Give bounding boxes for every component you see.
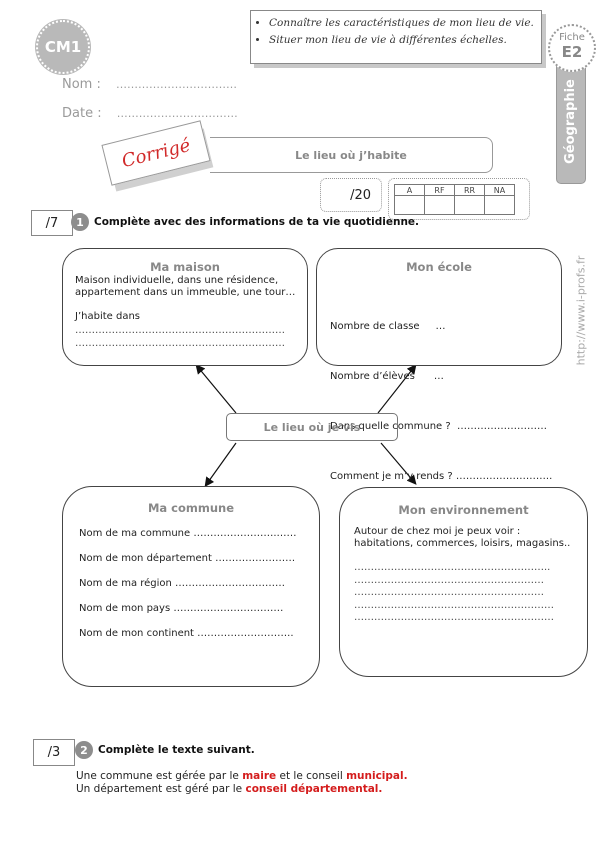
corrige-stamp-text: Corrigé	[119, 134, 193, 172]
answer-line[interactable]: …………………………………………………..	[354, 562, 551, 573]
subject-tab-label: Géographie	[562, 78, 578, 164]
answer-line[interactable]: ………………………………………………………	[75, 337, 285, 349]
center-node: Le lieu où je vis	[226, 413, 398, 441]
box-title: Ma maison	[150, 260, 220, 274]
answer-line[interactable]: ……………………………………………………	[354, 599, 554, 611]
name-input[interactable]: ……………………………	[115, 78, 237, 91]
level-badge-text: CM1	[44, 38, 82, 56]
box-mon-ecole	[316, 248, 562, 482]
box-line: Autour de chez moi je peux voir :	[354, 526, 521, 537]
arrow-to-maison	[197, 366, 236, 413]
exercise1-number: 1	[71, 213, 89, 231]
box-line	[354, 550, 587, 562]
box-title: Ma commune	[147, 501, 235, 515]
exercise1-instruction: Complète avec des informations de ta vie quotidienne.	[94, 216, 420, 228]
exercise2-score-box[interactable]: /3	[33, 739, 75, 766]
total-score-box[interactable]: /20	[320, 178, 382, 212]
sentence-2	[76, 783, 408, 796]
answer-municipal: municipal.	[346, 770, 408, 782]
box-line[interactable]: Comment je m’y rends ? ………………………..	[330, 471, 553, 482]
arrow-to-commune	[206, 443, 236, 485]
answer-maire: maire	[242, 770, 277, 782]
exercise2-text	[76, 770, 408, 796]
answer-line[interactable]: ……………………………………………………	[354, 612, 554, 623]
box-line[interactable]: Dans quelle commune ? ………………………	[330, 421, 548, 432]
date-label: Date :	[62, 106, 102, 121]
box-line: Nombre d’élèves …	[330, 371, 444, 382]
box-ma-maison	[62, 248, 308, 366]
box-title: Mon environnement	[398, 503, 529, 517]
sentence-1-part-b: et le conseil	[276, 770, 347, 782]
box-line[interactable]: Nom de ma région ……………………………	[79, 578, 286, 589]
box-ma-commune	[62, 486, 320, 687]
box-line[interactable]: Nom de ma commune …………………….……	[79, 528, 297, 539]
objective-item: • Situer mon lieu de vie à différentes échelles.	[269, 34, 541, 46]
exercise2-instruction: Complète le texte suivant.	[98, 744, 255, 756]
eval-header-a: A	[395, 185, 425, 196]
objective-item: • Connaître les caractéristiques de mon lieu de vie.	[269, 17, 541, 29]
sentence-1	[76, 770, 408, 783]
box-line	[75, 299, 307, 311]
box-title: Mon école	[406, 260, 472, 274]
sentence-2-part-a: Un département est géré par le	[76, 783, 246, 795]
fiche-code: E2	[561, 43, 583, 61]
exercise2-number: 2	[75, 741, 93, 759]
fiche-label: Fiche	[559, 32, 585, 43]
eval-header-rr: RR	[455, 185, 485, 196]
box-line[interactable]: Nom de mon continent ………………………..	[79, 628, 294, 639]
name-label: Nom :	[62, 77, 101, 92]
lesson-title: Le lieu où j’habite	[210, 137, 493, 173]
answer-line[interactable]: …………………………………………………	[354, 587, 544, 598]
box-line: Maison individuelle, dans une résidence,	[75, 275, 279, 286]
exercise1-score-box[interactable]: /7	[31, 210, 73, 236]
eval-header-rf: RF	[425, 185, 455, 196]
box-line: J’habite dans	[75, 311, 140, 322]
box-line: habitations, commerces, loisirs, magasins..	[354, 538, 571, 549]
box-line: appartement dans un immeuble, une tour…	[75, 287, 296, 298]
answer-line[interactable]: ………………………………………………………	[75, 325, 285, 336]
date-input[interactable]: ……………………………	[116, 107, 238, 120]
box-mon-environnement	[339, 487, 588, 677]
eval-header-na: NA	[485, 185, 515, 196]
box-line[interactable]: Nom de mon pays ……………………………	[79, 603, 284, 614]
sentence-1-part-a: Une commune est gérée par le	[76, 770, 243, 782]
website-link[interactable]: http://www.i-profs.fr	[574, 255, 588, 365]
answer-conseil-departemental: conseil départemental.	[245, 783, 383, 795]
box-line: Nombre de classe …	[330, 321, 446, 332]
answer-line[interactable]: …………………………………………………	[354, 574, 544, 586]
box-line[interactable]: Nom de mon département ……………………	[79, 553, 296, 564]
